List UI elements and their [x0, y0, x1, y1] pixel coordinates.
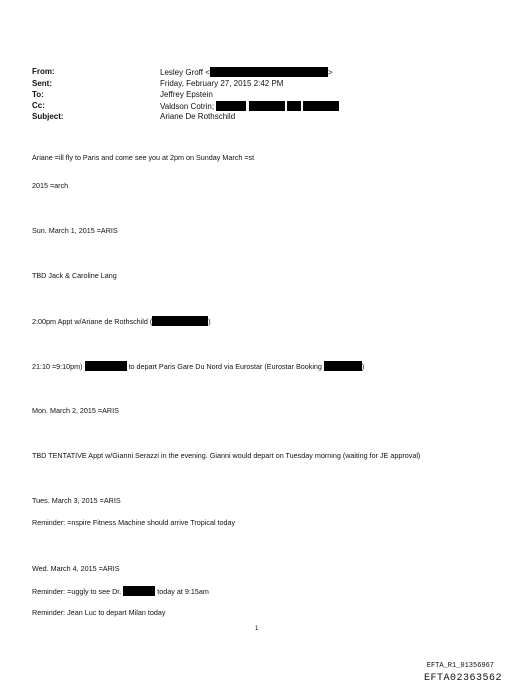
redaction-box	[216, 101, 246, 111]
body-line: Wed. March 4, 2015 =ARIS	[32, 564, 120, 573]
from-close: >	[327, 68, 333, 77]
cc-value	[160, 101, 339, 112]
sent-value: Friday, February 27, 2015 2:42 PM	[160, 79, 284, 88]
from-label: From:	[32, 67, 55, 76]
to-value: Jeffrey Epstein	[160, 90, 213, 99]
redaction-box	[249, 101, 285, 111]
body-line-train	[32, 361, 364, 372]
redaction-box	[152, 316, 211, 326]
appt-close: )	[208, 317, 211, 326]
bates-number-large: EFTA02363562	[423, 673, 502, 684]
to-label: To:	[32, 90, 44, 99]
body-line: Ariane =ill fly to Paris and come see you at 2pm on Sunday March =st	[32, 153, 255, 162]
page-number: 1	[255, 626, 259, 632]
redaction-box	[303, 101, 339, 111]
train-text: to depart Paris Gare Du Nord via Eurostar (Eurostar Booking	[128, 362, 322, 371]
body-line: TBD Jack & Caroline Lang	[32, 271, 117, 280]
appt-text: 2:00pm Appt w/Ariane de Rothschild (	[32, 317, 153, 326]
body-line: Reminder: Jean Luc to depart Milan today	[32, 608, 166, 617]
from-value	[160, 67, 333, 78]
train-time: 21:10 =9:10pm)	[32, 362, 83, 371]
body-line: Tues. March 3, 2015 =ARIS	[32, 496, 121, 505]
train-close: )	[361, 362, 365, 371]
redaction-box	[324, 361, 365, 371]
body-line: 2015 =arch	[32, 181, 69, 190]
sent-label: Sent:	[32, 79, 52, 88]
body-line: Reminder: =nspire Fitness Machine should arrive Tropical today	[32, 518, 236, 527]
redaction-box	[287, 101, 301, 111]
subject-value: Ariane De Rothschild	[160, 112, 236, 121]
redaction-box	[85, 361, 127, 371]
redaction-box	[123, 586, 155, 596]
doctor-text: Reminder: =uggly to see Dr.	[32, 587, 122, 596]
redaction-box	[210, 67, 328, 77]
body-line: TBD TENTATIVE Appt w/Gianni Serazzi in the evening. Gianni would depart on Tuesday morning (waiting for JE approval)	[32, 451, 421, 460]
cc-label: Cc:	[32, 101, 45, 110]
from-name: Lesley Groff <	[160, 68, 210, 77]
body-line: Sun. March 1, 2015 =ARIS	[32, 226, 118, 235]
bates-number-small: EFTA_R1_01356967	[426, 662, 494, 670]
body-line: Mon. March 2, 2015 =ARIS	[32, 406, 119, 415]
body-line-doctor	[32, 586, 209, 597]
doctor-time: today at 9:15am	[157, 587, 209, 596]
cc-name: Valdson Cotrin;	[160, 102, 215, 111]
body-line-appt	[32, 316, 211, 327]
subject-label: Subject:	[32, 112, 64, 121]
